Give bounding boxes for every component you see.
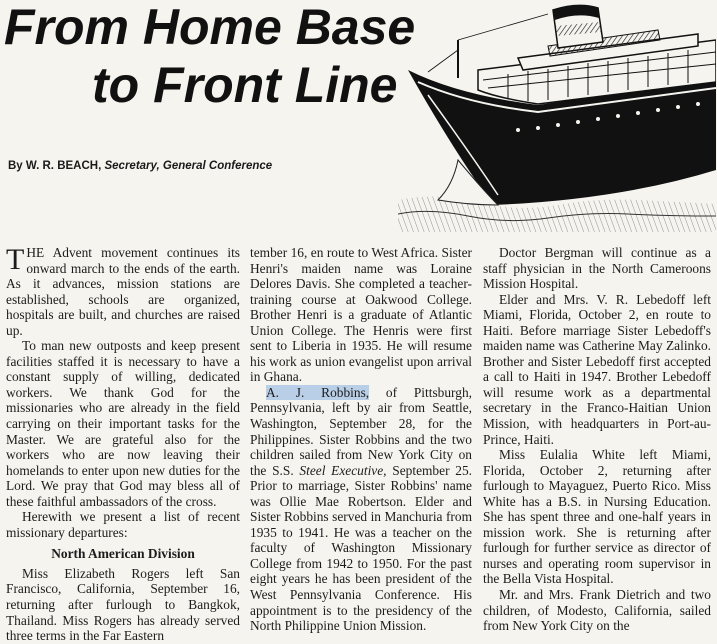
paragraph-intro xyxy=(6,245,240,338)
paragraph-2-2-text-b: September 25. Prior to marriage, Sister Robbins' name was Ollie Mae Robertson. Elder and Sister Robbins served in Manchuria from 1935 to 1941. He was a teacher on the faculty of Washington Missionary College from 1942 to 1950. For the past eight years he has been president of the West Pennsylvania Conference. His appointment is to the presidency of the North Philippine Union Mission. xyxy=(250,462,472,634)
paragraph-intro-text: HE Advent movement continues its onward march to the ends of the earth. As it advances, mission stations are established, schools are organized, hospitals are built, and churches are raised up. xyxy=(6,245,240,338)
ship-name: Steel Executive, xyxy=(299,462,387,478)
byline-author: By W. R. BEACH, xyxy=(8,160,105,172)
paragraph-3-1: Doctor Bergman will continue as a staff physician in the North Cameroons Mission Hospital. xyxy=(483,245,711,292)
paragraph-3: Herewith we present a list of recent missionary departures: xyxy=(6,509,240,540)
headline-line-1: From Home Base xyxy=(4,0,416,55)
ocean-liner-ship-icon xyxy=(398,0,716,232)
paragraph-3-3: Miss Eulalia White left Miami, Florida, October 2, returning after furlough to Mayaguez, Puerto Rico. Miss White has a B.S. in Nursing Education. She has spent three and one-half years in mission work. She is returning after furlough for further service as director of nurses and operating room supervisor in the Bella Vista Hospital. xyxy=(483,447,711,587)
byline-role: Secretary, General Conference xyxy=(104,160,273,172)
paragraph-3-2: Elder and Mrs. V. R. Lebedoff left Miami, Florida, October 2, en route to Haiti. Before marriage Sister Lebedoff's maiden name was Catherine May Zalinko. Brother and Sister Lebedoff first accepted a call to Haiti in 1947. Brother Lebedoff will resume work as a departmental secretary in the Franco-Haitian Union Mission, with headquarters in Port-au-Prince, Haiti. xyxy=(483,291,711,447)
paragraph-2-1: tember 16, en route to West Africa. Sister Henri's maiden name was Loraine Delores Davis. She completed a teacher-training course at Oakwood College. Brother Henri is a graduate of Atlantic Union College. The Henris were first sent to Liberia in 1935. He will resume his work as union evangelist upon arrival in Ghana. xyxy=(250,245,472,385)
paragraph-2-2-text-a: of Pittsburgh, Pennsylvania, left by air from Seattle, Washington, September 28, for the Philippines. Sister Robbins and the two children sailed from New York City on the S.S. xyxy=(250,384,472,478)
byline xyxy=(8,160,272,172)
paragraph-4: Miss Elizabeth Rogers left San Francisco, California, September 16, returning after furlough to Bangkok, Thailand. Miss Rogers has already served three terms in the Far Eastern xyxy=(6,565,240,644)
headline-line-2: to Front Line xyxy=(92,57,398,113)
article-column-3 xyxy=(483,245,711,634)
paragraph-3-4: Mr. and Mrs. Frank Dietrich and two children, of Modesto, California, sailed from New York City on the xyxy=(483,587,711,634)
article-column-1 xyxy=(6,245,240,644)
section-heading: North American Division xyxy=(51,546,195,562)
article-column-2 xyxy=(250,245,472,634)
paragraph-2-2 xyxy=(250,385,472,634)
drop-cap: T xyxy=(6,243,25,276)
paragraph-2: To man new outposts and keep present facilities staffed it is necessary to have a constant supply of willing, dedicated workers. We thank God for the missionaries who are already in the field carrying on their important tasks for the Master. We are grateful also for the workers who are now leaving their homelands to enter upon new duties for the Lord. We pray that God may bless all of these faithful ambassadors of the cross. xyxy=(6,338,240,509)
highlighted-name[interactable]: A. J. Robbins, xyxy=(266,384,370,400)
